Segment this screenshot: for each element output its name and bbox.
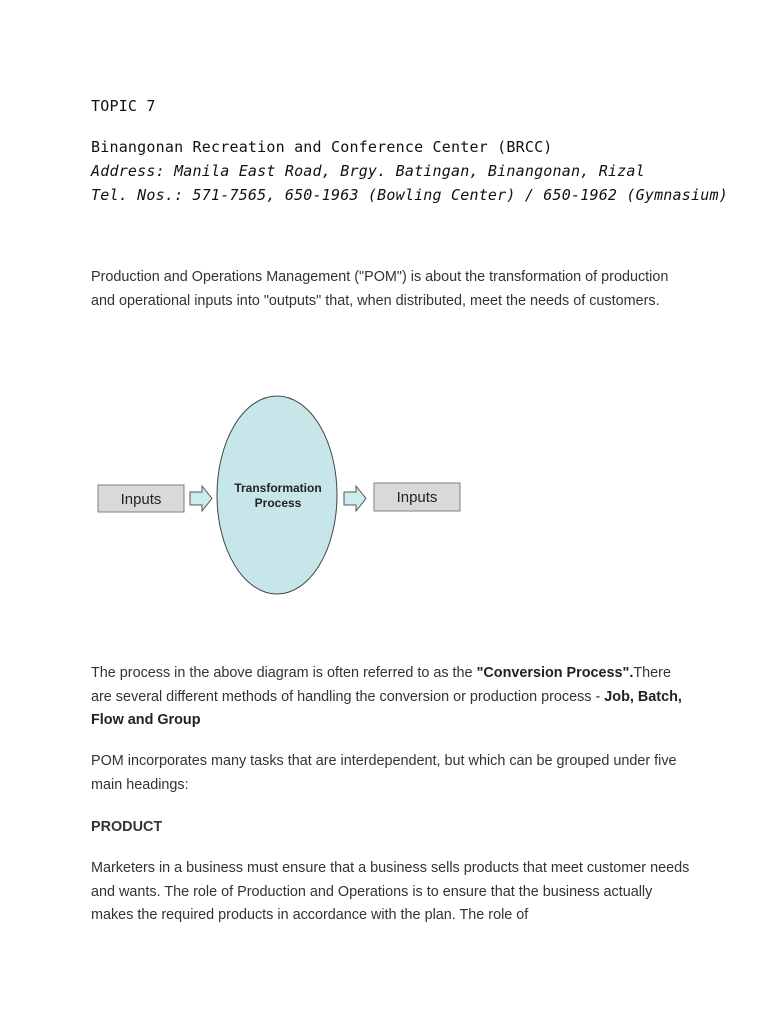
pom-tasks-paragraph: POM incorporates many tasks that are interdependent, but which can be grouped under five main headings: (91, 753, 677, 793)
inputs-box-left-label: Inputs (120, 491, 162, 508)
conversion-methods: Job, Batch, Flow and Group (91, 688, 682, 728)
arrow-right-icon (190, 486, 212, 511)
inputs-box-right-label: Inputs (396, 489, 438, 506)
topic-label: TOPIC 7 (91, 97, 156, 115)
product-paragraph: Marketers in a business must ensure that a business sells products that meet customer needs and wants. The role of Production and Operations is to ensure that the business actually makes the required products in accordance with the plan. The role of (91, 860, 690, 923)
conversion-text-pre: The process in the above diagram is often referred to as the (91, 665, 477, 681)
center-name-heading: Binangonan Recreation and Conference Center (BRCC) (91, 138, 553, 156)
center-telephone: Tel. Nos.: 571-7565, 650-1963 (Bowling Center) / 650-1962 (Gymnasium) (91, 186, 728, 204)
transformation-label-line1: Transformation (234, 481, 322, 495)
transformation-ellipse (217, 396, 337, 594)
conversion-process-term: "Conversion Process". (476, 665, 634, 681)
product-heading: PRODUCT (91, 819, 163, 835)
conversion-text-mid: There are several different methods of handling the conversion or production process - (91, 665, 671, 705)
transformation-label-line2: Process (254, 496, 302, 510)
arrow-right-icon (344, 486, 366, 511)
intro-paragraph: Production and Operations Management ("POM") is about the transformation of production and operational inputs into "outputs" that, when distributed, meet the needs of customers. (91, 269, 669, 309)
conversion-paragraph (91, 662, 691, 733)
transformation-diagram (92, 390, 472, 600)
center-address: Address: Manila East Road, Brgy. Batingan, Binangonan, Rizal (91, 162, 645, 180)
